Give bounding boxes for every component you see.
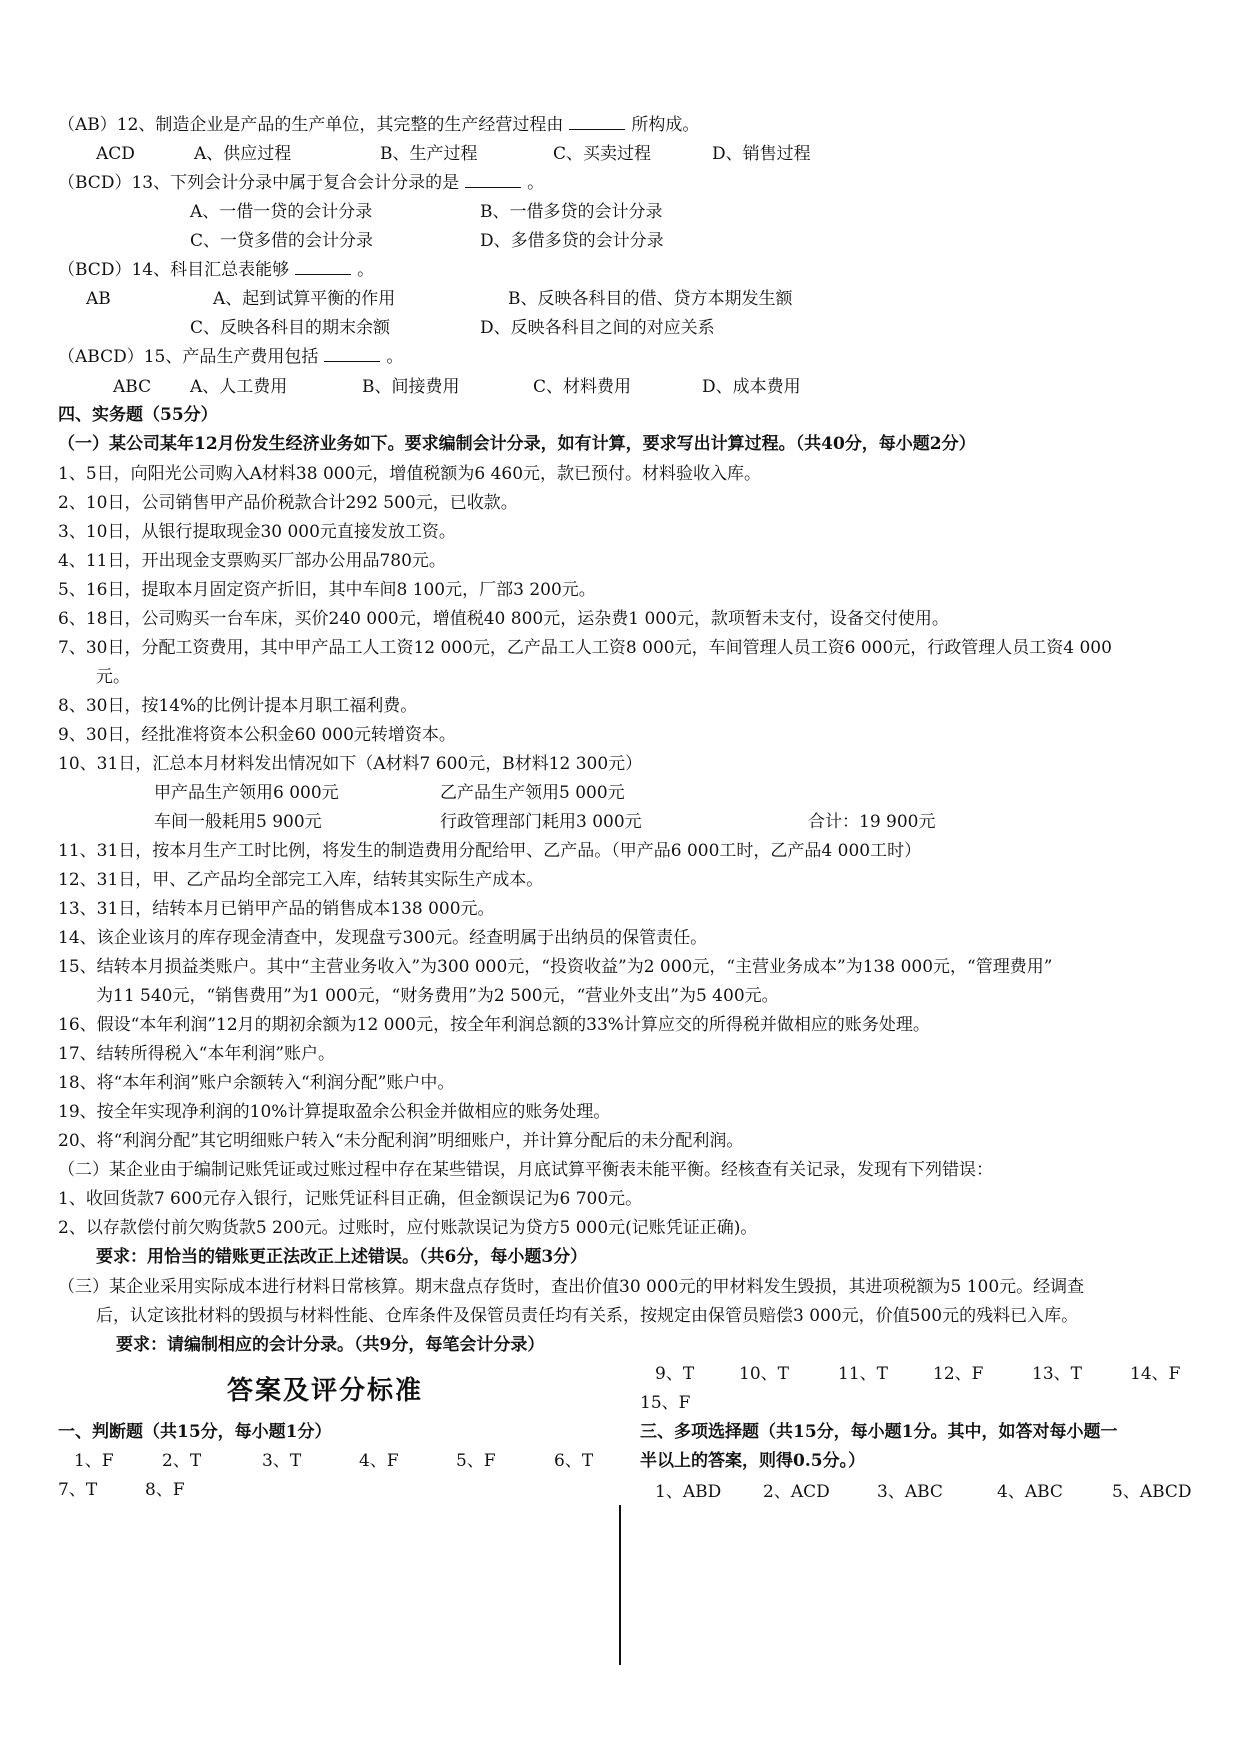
q14-stem: [58, 258, 374, 282]
q15-option-b: B、间接费用: [362, 377, 460, 397]
mc-answer: 3、ABC: [877, 1482, 943, 1502]
q13-blank: [465, 171, 521, 188]
q14-option-c: C、反映各科目的期末余额: [190, 318, 391, 338]
q14-blank: [295, 258, 351, 275]
q15-stem: [58, 345, 403, 369]
practice-item: 1、5日，向阳光公司购入A材料38 000元，增值税额为6 460元，款已预付。材料验收入库。: [58, 464, 762, 484]
tf-answer: 15、F: [640, 1393, 691, 1413]
tf-answer: 3、T: [262, 1451, 302, 1471]
q12-option-b: B、生产过程: [380, 144, 478, 164]
q13-stem-end: 。: [527, 173, 545, 193]
q12-stem: [58, 113, 699, 137]
practice-part2-requirement: 要求：用恰当的错账更正法改正上述错误。（共6分，每小题3分）: [96, 1247, 588, 1267]
q13-option-a: A、一借一贷的会计分录: [190, 202, 373, 222]
tf-answer: 6、T: [554, 1451, 594, 1471]
mc-answer: 1、ABD: [655, 1482, 722, 1502]
q13-answer: （BCD）: [58, 173, 132, 193]
tf-answer: 8、F: [145, 1480, 185, 1500]
q12-blank: [569, 113, 625, 130]
q15-option-d: D、成本费用: [702, 377, 801, 397]
practice-item: 4、11日，开出现金支票购买厂部办公用品780元。: [58, 551, 446, 571]
practice-item: 12、31日，甲、乙产品均全部完工入库，结转其实际生产成本。: [58, 870, 544, 890]
practice-item: 16、假设“本年利润”12月的期初余额为12 000元，按全年利润总额的33%计算应交的所得税并做相应的账务处理。: [58, 1015, 930, 1035]
practice-item: 9、30日，经批准将资本公积金60 000元转增资本。: [58, 725, 456, 745]
q15-stem-text: 15、产品生产费用包括: [143, 347, 319, 367]
practice-item: 13、31日，结转本月已销甲产品的销售成本138 000元。: [58, 899, 495, 919]
tf-answer: 1、F: [74, 1451, 114, 1471]
q12-option-a: A、供应过程: [194, 144, 292, 164]
tf-answer: 14、F: [1130, 1364, 1181, 1384]
q14-answer: （BCD）: [58, 260, 132, 280]
practice-part3-requirement: 要求：请编制相应的会计分录。（共9分，每笔会计分录）: [116, 1335, 545, 1355]
tf-answer: 11、T: [838, 1364, 888, 1384]
q15-stem-end: 。: [386, 347, 404, 367]
tf-heading: 一、判断题（共15分，每小题1分）: [58, 1422, 332, 1442]
tf-answer: 4、F: [359, 1451, 399, 1471]
practice-part1-heading: （一）某公司某年12月份发生经济业务如下。要求编制会计分录，如有计算，要求写出计算过程。（共40分，每小题2分）: [58, 434, 976, 454]
materials-workshop: 车间一般耗用5 900元: [154, 812, 322, 832]
tf-answer: 13、T: [1032, 1364, 1082, 1384]
practice-item: 14、该企业该月的库存现金清查中，发现盘亏300元。经查明属于出纳员的保管责任。: [58, 928, 708, 948]
q15-alt-answer: ABC: [113, 377, 152, 397]
practice-item: 17、结转所得税入“本年利润”账户。: [58, 1044, 336, 1064]
practice-item: 19、按全年实现净利润的10%计算提取盈余公积金并做相应的账务处理。: [58, 1102, 611, 1122]
practice-item: 2、10日，公司销售甲产品价税款合计292 500元，已收款。: [58, 493, 518, 513]
q13-option-d: D、多借多贷的会计分录: [480, 231, 664, 251]
materials-admin: 行政管理部门耗用3 000元: [440, 812, 642, 832]
q12-option-d: D、销售过程: [712, 144, 811, 164]
q15-option-c: C、材料费用: [533, 377, 632, 397]
q14-stem-end: 。: [357, 260, 375, 280]
practice-item: 18、将“本年利润”账户余额转入“利润分配”账户中。: [58, 1073, 455, 1093]
practice-part2-item: 1、收回货款7 600元存入银行，记账凭证科目正确，但金额误记为6 700元。: [58, 1189, 643, 1209]
mc-answer: 4、ABC: [997, 1482, 1063, 1502]
practice-part2-heading: （二）某企业由于编制记账凭证或过账过程中存在某些错误，月底试算平衡表未能平衡。经核查有关记录，发现有下列错误：: [58, 1160, 993, 1180]
practice-part3-line: 后，认定该批材料的毁损与材料性能、仓库条件及保管员责任均有关系，按规定由保管员赔偿3 000元，价值500元的残料已入库。: [96, 1306, 1079, 1326]
tf-answer: 10、T: [739, 1364, 789, 1384]
q15-blank: [324, 345, 380, 362]
q12-alt-answer: ACD: [96, 144, 135, 164]
practice-heading: 四、实务题（55分）: [58, 405, 218, 425]
materials-total: 合计：19 900元: [808, 812, 936, 832]
practice-item: 8、30日，按14%的比例计提本月职工福利费。: [58, 696, 418, 716]
mc-answer: 5、ABCD: [1112, 1482, 1192, 1502]
mc-answer: 2、ACD: [763, 1482, 830, 1502]
practice-item: 6、18日，公司购买一台车床，买价240 000元，增值税40 800元，运杂费1 000元，款项暂未支付，设备交付使用。: [58, 609, 949, 629]
q12-answer: （AB）: [58, 115, 117, 135]
practice-item: 20、将“利润分配”其它明细账户转入“未分配利润”明细账户，并计算分配后的未分配利润。: [58, 1131, 744, 1151]
tf-answer: 9、T: [655, 1364, 695, 1384]
q14-option-b: B、反映各科目的借、贷方本期发生额: [508, 289, 793, 309]
q13-option-b: B、一借多贷的会计分录: [480, 202, 663, 222]
q15-answer: （ABCD）: [58, 347, 144, 367]
tf-answer: 12、F: [933, 1364, 984, 1384]
practice-item: 11、31日，按本月生产工时比例，将发生的制造费用分配给甲、乙产品。（甲产品6 000工时，乙产品4 000工时）: [58, 841, 922, 861]
tf-answer: 2、T: [162, 1451, 202, 1471]
tf-answer: 5、F: [456, 1451, 496, 1471]
q13-stem: [58, 171, 544, 195]
column-divider: [619, 1505, 621, 1665]
q14-option-a: A、起到试算平衡的作用: [213, 289, 396, 309]
practice-item-continuation: 为11 540元，“销售费用”为1 000元，“财务费用”为2 500元，“营业外支出”为5 400元。: [96, 986, 779, 1006]
materials-jia: 甲产品生产领用6 000元: [154, 783, 339, 803]
answers-title: 答案及评分标准: [227, 1376, 424, 1406]
q14-option-d: D、反映各科目之间的对应关系: [480, 318, 715, 338]
practice-item-continuation: 元。: [96, 667, 130, 687]
practice-item: 7、30日，分配工资费用，其中甲产品工人工资12 000元，乙产品工人工资8 000元，车间管理人员工资6 000元，行政管理人员工资4 000: [58, 638, 1112, 658]
tf-answer: 7、T: [58, 1480, 98, 1500]
mc-heading: 三、多项选择题（共15分，每小题1分。其中，如答对每小题一: [640, 1422, 1118, 1442]
q12-stem-end: 所构成。: [631, 115, 700, 135]
practice-item: 10、31日，汇总本月材料发出情况如下（A材料7 600元，B材料12 300元）: [58, 754, 643, 774]
q13-stem-text: 13、下列会计分录中属于复合会计分录的是: [131, 173, 460, 193]
q12-stem-text: 12、制造企业是产品的生产单位，其完整的生产经营过程由: [116, 115, 564, 135]
mc-heading-continuation: 半以上的答案，则得0.5分。）: [640, 1451, 866, 1471]
q14-stem-text: 14、科目汇总表能够: [131, 260, 290, 280]
practice-part2-item: 2、以存款偿付前欠购货款5 200元。过账时，应付账款误记为贷方5 000元(记账凭证正确)。: [58, 1218, 758, 1238]
practice-item: 3、10日，从银行提取现金30 000元直接发放工资。: [58, 522, 456, 542]
q13-option-c: C、一贷多借的会计分录: [190, 231, 374, 251]
q12-option-c: C、买卖过程: [553, 144, 652, 164]
q15-option-a: A、人工费用: [190, 377, 288, 397]
practice-item: 5、16日，提取本月固定资产折旧，其中车间8 100元，厂部3 200元。: [58, 580, 596, 600]
practice-item: 15、结转本月损益类账户。其中“主营业务收入”为300 000元，“投资收益”为2 000元，“主营业务成本”为138 000元，“管理费用”: [58, 957, 1053, 977]
q14-alt-answer: AB: [86, 289, 111, 309]
materials-yi: 乙产品生产领用5 000元: [440, 783, 625, 803]
practice-part3-line: （三）某企业采用实际成本进行材料日常核算。期末盘点存货时，查出价值30 000元的甲材料发生毁损，其进项税额为5 100元。经调查: [58, 1277, 1085, 1297]
